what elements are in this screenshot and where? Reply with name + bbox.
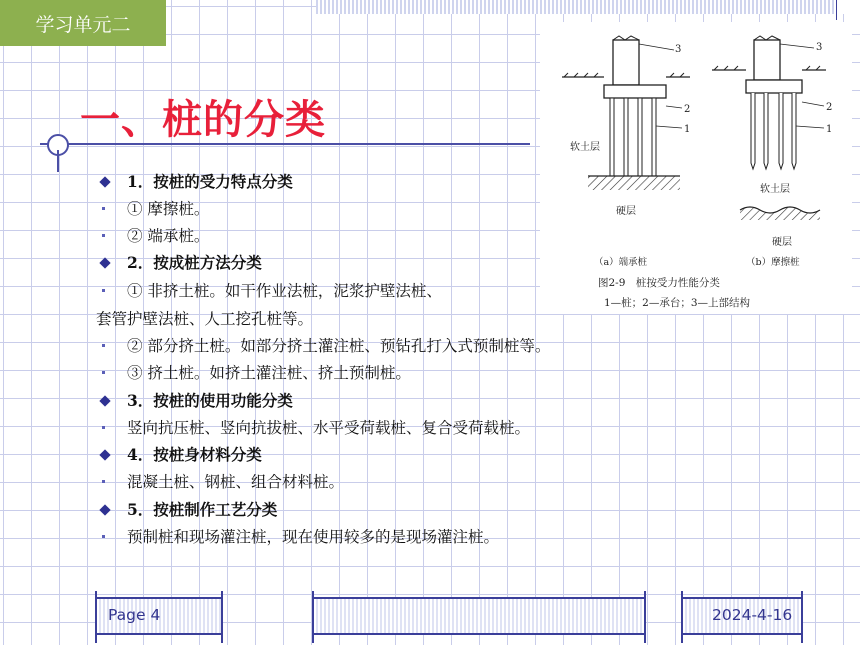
list-item-text: 4．按桩身材料分类 <box>127 445 262 464</box>
dot-bullet-icon <box>102 480 105 483</box>
list-item-text: ② 部分挤土桩。如部分挤土灌注桩、预钻孔打入式预制桩等。 <box>127 337 551 355</box>
footer-cap-right <box>221 591 223 643</box>
footer-cap-left <box>681 591 683 643</box>
label-1-a: 1 <box>684 124 691 135</box>
dot-bullet-icon <box>102 289 105 292</box>
subcaption-b: （b）摩擦桩 <box>746 257 800 268</box>
footer-cap-left <box>312 591 314 643</box>
label-1-b: 1 <box>826 124 833 135</box>
dot-bullet-icon <box>102 535 105 538</box>
diamond-bullet-icon <box>99 395 110 406</box>
pile-classification-figure <box>540 22 852 314</box>
diamond-bullet-icon <box>99 504 110 515</box>
subcaption-a: （a）端承桩 <box>594 257 648 268</box>
label-3-b: 3 <box>816 42 823 53</box>
slide-date: 2024-4-16 <box>712 606 793 624</box>
slide-title: 一、桩的分类 <box>80 97 326 143</box>
footer-middle-box <box>312 597 646 635</box>
unit-label: 学习单元二 <box>35 13 131 36</box>
list-item-text: ① 非挤土桩。如干作业法桩，泥浆护壁法桩、 <box>127 282 442 300</box>
list-item-text: 5．按桩制作工艺分类 <box>127 500 278 519</box>
list-item-text: 混凝土桩、钢桩、组合材料桩。 <box>127 473 345 491</box>
soft-layer-label-b: 软土层 <box>760 184 790 195</box>
top-stripe-end <box>836 0 860 14</box>
dot-bullet-icon <box>102 207 105 210</box>
list-item-text: ② 端承桩。 <box>127 227 210 245</box>
list-item-text: 预制桩和现场灌注桩，现在使用较多的是现场灌注桩。 <box>127 528 500 546</box>
list-item-text: 2．按成桩方法分类 <box>127 253 262 272</box>
corner-line-decoration <box>836 0 837 20</box>
hard-layer-label-a: 硬层 <box>616 206 636 217</box>
footer-cap-right <box>644 591 646 643</box>
diamond-bullet-icon <box>99 176 110 187</box>
title-underline <box>40 143 530 145</box>
list-item-text: ③ 挤土桩。如挤土灌注桩、挤土预制桩。 <box>127 364 411 382</box>
top-stripe-decoration <box>316 0 860 14</box>
hard-layer-label-b: 硬层 <box>772 237 792 248</box>
label-2-b: 2 <box>826 102 833 113</box>
soft-layer-label-a: 软土层 <box>570 142 600 153</box>
label-3-a: 3 <box>675 44 682 55</box>
list-item-text: 3．按桩的使用功能分类 <box>127 391 293 410</box>
label-2-a: 2 <box>684 104 691 115</box>
figure-legend: 1—桩；2—承台；3—上部结构 <box>604 297 751 309</box>
figure-caption: 图2-9 桩按受力性能分类 <box>598 277 720 289</box>
page-number: Page 4 <box>108 606 161 624</box>
end-bearing-pile-drawing <box>562 36 690 190</box>
title-vertical-decoration <box>57 150 59 172</box>
dot-bullet-icon <box>102 426 105 429</box>
unit-tab <box>0 0 166 46</box>
list-item-text: ① 摩擦桩。 <box>127 200 210 218</box>
list-item-text: 竖向抗压桩、竖向抗拔桩、水平受荷载桩、复合受荷载桩。 <box>127 419 531 437</box>
footer-cap-right <box>801 591 803 643</box>
diamond-bullet-icon <box>99 257 110 268</box>
list-item-text: 1．按桩的受力特点分类 <box>127 172 293 191</box>
dot-bullet-icon <box>102 234 105 237</box>
dot-bullet-icon <box>102 371 105 374</box>
list-item-text: 套管护壁法桩、人工挖孔桩等。 <box>96 310 314 328</box>
footer-cap-left <box>95 591 97 643</box>
dot-bullet-icon <box>102 344 105 347</box>
pile-diagram <box>540 22 852 314</box>
diamond-bullet-icon <box>99 449 110 460</box>
